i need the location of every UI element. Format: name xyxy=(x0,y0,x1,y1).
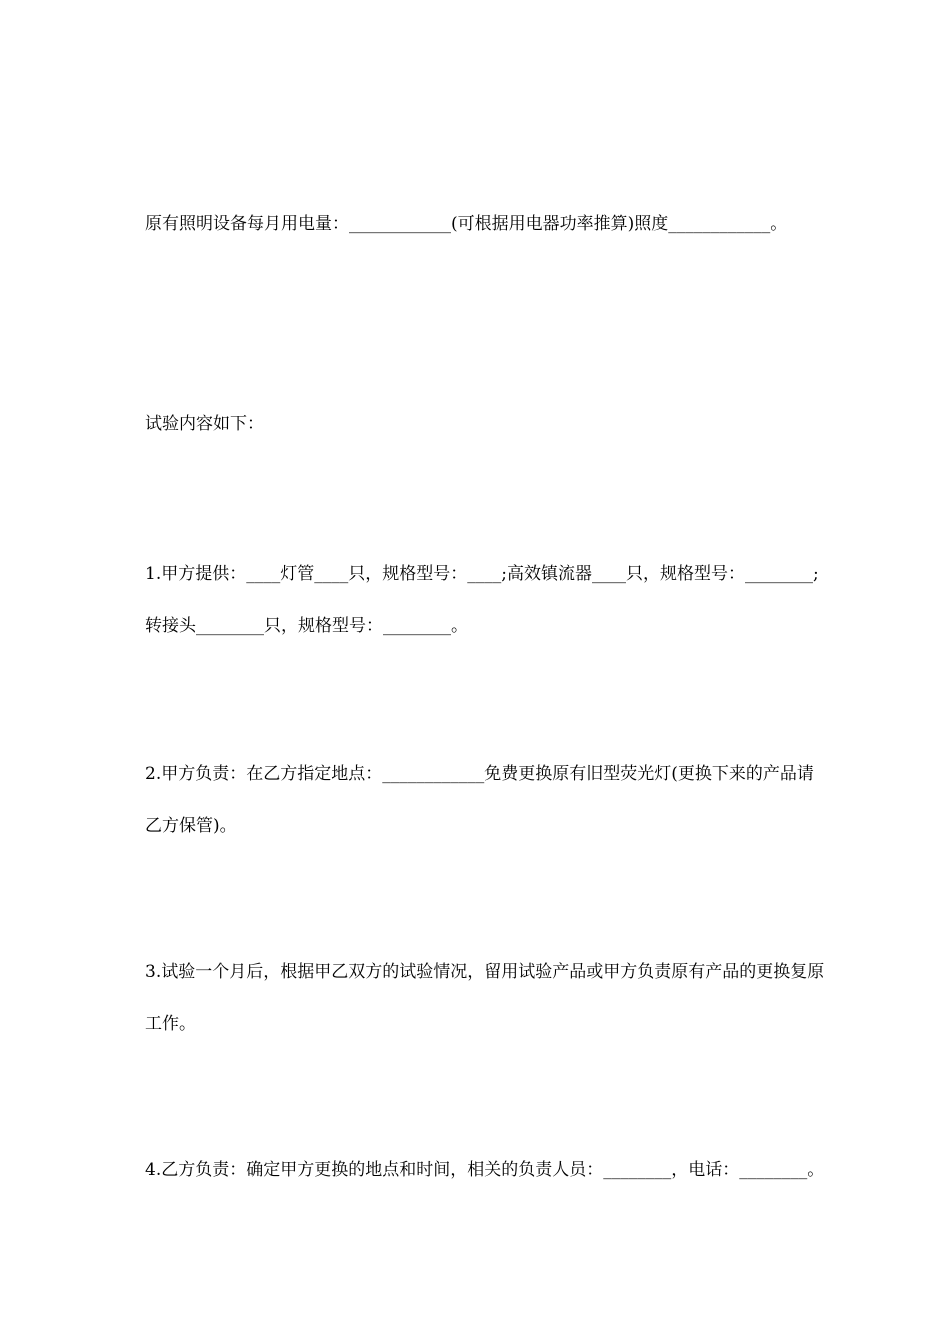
paragraph-test-content-heading: 试验内容如下： xyxy=(145,414,264,434)
paragraph-item-2: 2.甲方负责：在乙方指定地点：____________免费更换原有旧型荧光灯(更换下来的产品请乙方保管)。 xyxy=(145,764,814,836)
paragraph-item-1: 1.甲方提供：____灯管____只，规格型号：____;高效镇流器____只，规格型号：________;转接头________只，规格型号：________。 xyxy=(145,564,819,636)
paragraph-item-3: 3.试验一个月后，根据甲乙双方的试验情况，留用试验产品或甲方负责原有产品的更换复原工作。 xyxy=(145,962,825,1034)
paragraph-item-4: 4.乙方负责：确定甲方更换的地点和时间，相关的负责人员：________，电话：________。 xyxy=(145,1160,825,1180)
paragraph-lighting-usage: 原有照明设备每月用电量：____________(可根据用电器功率推算)照度____________。 xyxy=(145,214,788,234)
